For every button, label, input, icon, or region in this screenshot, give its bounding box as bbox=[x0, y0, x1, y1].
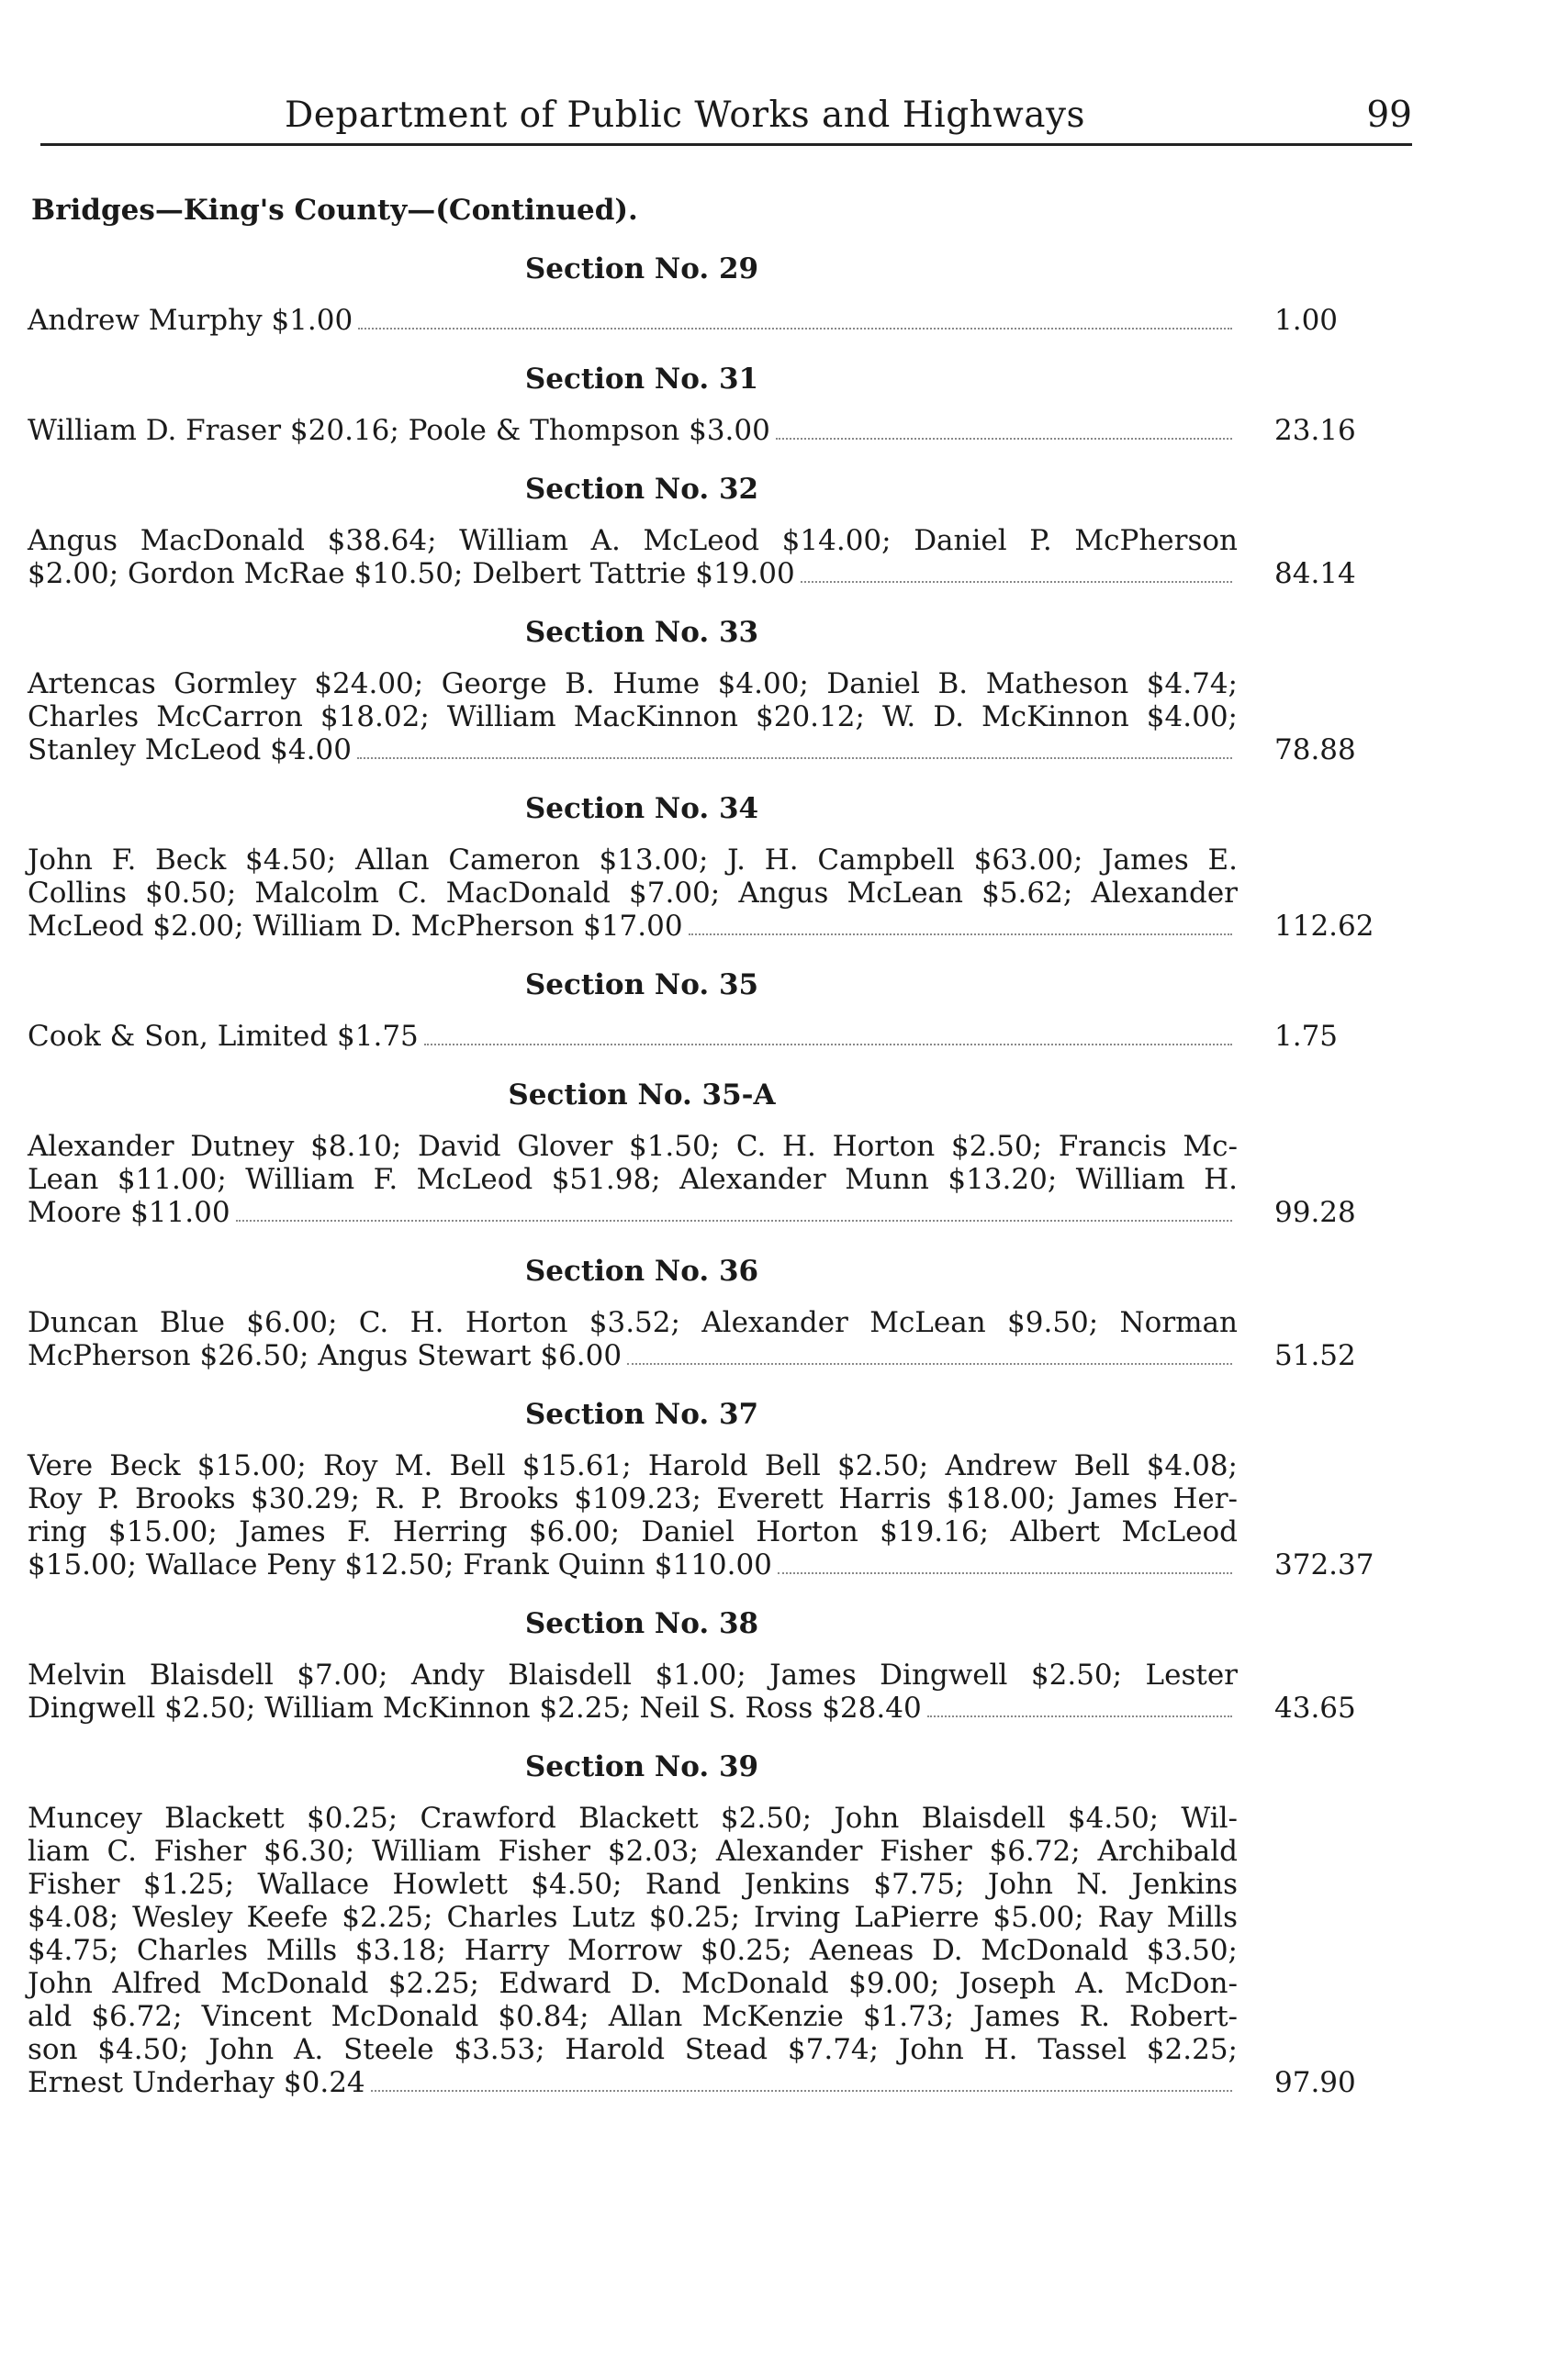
entry-line: Artencas Gormley $24.00; George B. Hume $4.00; Daniel B. Matheson $4.74; bbox=[28, 667, 1238, 700]
section-heading: Section No. 35-A bbox=[508, 1078, 776, 1112]
section-entry bbox=[28, 1802, 1412, 2099]
entry-line: Duncan Blue $6.00; C. H. Horton $3.52; Alexander McLean $9.50; Norman bbox=[28, 1306, 1238, 1339]
dot-leader bbox=[776, 438, 1232, 440]
dot-leader bbox=[371, 2090, 1232, 2092]
entry-last-line-text: Dingwell $2.50; William McKinnon $2.25; Neil S. Ross $28.40 bbox=[28, 1692, 922, 1725]
section-heading: Section No. 37 bbox=[524, 1398, 759, 1431]
section-heading: Section No. 35 bbox=[524, 968, 759, 1001]
dot-leader bbox=[627, 1363, 1232, 1365]
section-total-amount: 23.16 bbox=[1274, 414, 1356, 447]
section-total-amount: 97.90 bbox=[1274, 2066, 1356, 2099]
section-heading: Section No. 31 bbox=[524, 363, 759, 396]
entry-line: Fisher $1.25; Wallace Howlett $4.50; Rand Jenkins $7.75; John N. Jenkins bbox=[28, 1868, 1238, 1901]
entry-line: John F. Beck $4.50; Allan Cameron $13.00; J. H. Campbell $63.00; James E. bbox=[28, 844, 1238, 877]
sections-list bbox=[28, 252, 1412, 2099]
topic-heading: Bridges—King's County—(Continued). bbox=[31, 194, 638, 227]
entry-last-line-text: Cook & Son, Limited $1.75 bbox=[28, 1020, 419, 1053]
dot-leader bbox=[424, 1044, 1232, 1045]
entry-line: Angus MacDonald $38.64; William A. McLeod $14.00; Daniel P. McPherson bbox=[28, 524, 1238, 557]
entry-last-line bbox=[28, 304, 1238, 337]
dot-leader bbox=[689, 933, 1232, 935]
entry-last-line bbox=[28, 557, 1238, 590]
entry-last-line-text: Stanley McLeod $4.00 bbox=[28, 733, 352, 766]
section-entry bbox=[28, 1130, 1412, 1229]
entry-line: liam C. Fisher $6.30; William Fisher $2.03; Alexander Fisher $6.72; Archibald bbox=[28, 1835, 1238, 1868]
section-heading: Section No. 36 bbox=[524, 1255, 759, 1288]
page-number: 99 bbox=[1366, 95, 1412, 136]
section-total-amount: 78.88 bbox=[1274, 733, 1356, 766]
entry-line: $4.75; Charles Mills $3.18; Harry Morrow $0.25; Aeneas D. McDonald $3.50; bbox=[28, 1934, 1238, 1967]
section-heading: Section No. 38 bbox=[524, 1607, 759, 1640]
entry-last-line-text: McLeod $2.00; William D. McPherson $17.00 bbox=[28, 910, 683, 943]
section-heading: Section No. 39 bbox=[524, 1750, 759, 1783]
entry-line: Melvin Blaisdell $7.00; Andy Blaisdell $1.00; James Dingwell $2.50; Lester bbox=[28, 1659, 1238, 1692]
section-entry bbox=[28, 304, 1412, 337]
entry-line: Alexander Dutney $8.10; David Glover $1.50; C. H. Horton $2.50; Francis Mc- bbox=[28, 1130, 1238, 1163]
dot-leader bbox=[358, 328, 1232, 330]
section-total-amount: 43.65 bbox=[1274, 1692, 1356, 1725]
dot-leader bbox=[778, 1572, 1232, 1574]
section-heading: Section No. 32 bbox=[524, 473, 759, 506]
entry-last-line-text: $2.00; Gordon McRae $10.50; Delbert Tattrie $19.00 bbox=[28, 557, 795, 590]
entry-line: Muncey Blackett $0.25; Crawford Blackett $2.50; John Blaisdell $4.50; Wil- bbox=[28, 1802, 1238, 1835]
section-entry bbox=[28, 524, 1412, 590]
entry-line: Vere Beck $15.00; Roy M. Bell $15.61; Harold Bell $2.50; Andrew Bell $4.08; bbox=[28, 1449, 1238, 1482]
entry-last-line bbox=[28, 1548, 1238, 1581]
entry-last-line-text: Moore $11.00 bbox=[28, 1196, 230, 1229]
entry-last-line bbox=[28, 1339, 1238, 1372]
entry-last-line-text: McPherson $26.50; Angus Stewart $6.00 bbox=[28, 1339, 622, 1372]
entry-last-line bbox=[28, 1020, 1238, 1053]
entry-line: Roy P. Brooks $30.29; R. P. Brooks $109.23; Everett Harris $18.00; James Her- bbox=[28, 1482, 1238, 1515]
entry-line: ring $15.00; James F. Herring $6.00; Daniel Horton $19.16; Albert McLeod bbox=[28, 1515, 1238, 1548]
section-total-amount: 1.00 bbox=[1274, 304, 1339, 337]
section-entry bbox=[28, 414, 1412, 447]
entry-last-line bbox=[28, 414, 1238, 447]
entry-last-line bbox=[28, 2066, 1238, 2099]
entry-line: John Alfred McDonald $2.25; Edward D. McDonald $9.00; Joseph A. McDon- bbox=[28, 1967, 1238, 2000]
entry-line: ald $6.72; Vincent McDonald $0.84; Allan McKenzie $1.73; James R. Robert- bbox=[28, 2000, 1238, 2033]
section-total-amount: 1.75 bbox=[1274, 1020, 1339, 1053]
dot-leader bbox=[236, 1220, 1232, 1222]
entry-line: Collins $0.50; Malcolm C. MacDonald $7.00; Angus McLean $5.62; Alexander bbox=[28, 877, 1238, 910]
dot-leader bbox=[357, 757, 1232, 759]
entry-line: Lean $11.00; William F. McLeod $51.98; Alexander Munn $13.20; William H. bbox=[28, 1163, 1238, 1196]
section-entry bbox=[28, 844, 1412, 943]
section-heading: Section No. 33 bbox=[524, 616, 759, 649]
entry-last-line-text: Ernest Underhay $0.24 bbox=[28, 2066, 365, 2099]
section-total-amount: 372.37 bbox=[1274, 1548, 1374, 1581]
entry-last-line-text: Andrew Murphy $1.00 bbox=[28, 304, 353, 337]
entry-last-line-text: William D. Fraser $20.16; Poole & Thompson $3.00 bbox=[28, 414, 770, 447]
section-total-amount: 51.52 bbox=[1274, 1339, 1356, 1372]
dot-leader bbox=[801, 581, 1232, 583]
entry-line: Charles McCarron $18.02; William MacKinnon $20.12; W. D. McKinnon $4.00; bbox=[28, 700, 1238, 733]
running-title: Department of Public Works and Highways bbox=[284, 95, 1086, 136]
entry-last-line bbox=[28, 733, 1238, 766]
entry-last-line bbox=[28, 910, 1238, 943]
section-total-amount: 99.28 bbox=[1274, 1196, 1356, 1229]
section-total-amount: 84.14 bbox=[1274, 557, 1356, 590]
section-entry bbox=[28, 667, 1412, 766]
section-heading: Section No. 34 bbox=[524, 792, 759, 825]
section-entry bbox=[28, 1306, 1412, 1372]
entry-line: son $4.50; John A. Steele $3.53; Harold Stead $7.74; John H. Tassel $2.25; bbox=[28, 2033, 1238, 2066]
dot-leader bbox=[927, 1715, 1232, 1717]
entry-last-line-text: $15.00; Wallace Peny $12.50; Frank Quinn $110.00 bbox=[28, 1548, 772, 1581]
section-total-amount: 112.62 bbox=[1274, 910, 1374, 943]
page-header bbox=[40, 79, 1412, 146]
section-entry bbox=[28, 1020, 1412, 1053]
section-entry bbox=[28, 1659, 1412, 1725]
section-heading: Section No. 29 bbox=[524, 252, 759, 285]
section-entry bbox=[28, 1449, 1412, 1581]
entry-last-line bbox=[28, 1692, 1238, 1725]
entry-line: $4.08; Wesley Keefe $2.25; Charles Lutz $0.25; Irving LaPierre $5.00; Ray Mills bbox=[28, 1901, 1238, 1934]
entry-last-line bbox=[28, 1196, 1238, 1229]
